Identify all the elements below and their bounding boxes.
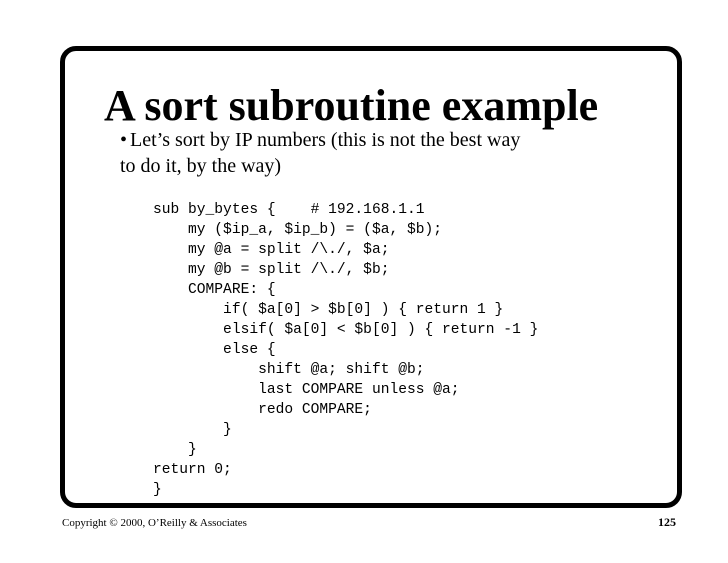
code-line: } [153,442,197,458]
code-line: shift @a; shift @b; [153,362,425,378]
footer-copyright: Copyright © 2000, O’Reilly & Associates [62,517,247,529]
code-line: my @b = split /\./, $b; [153,262,390,278]
bullet-line-1 [120,127,640,153]
code-line: } [153,422,232,438]
bullet-point [120,127,640,179]
code-line: else { [153,342,276,358]
slide-title: A sort subroutine example [104,81,599,130]
code-line: redo COMPARE; [153,402,372,418]
bullet-marker: • [120,129,128,151]
code-line: return 0; [153,462,232,478]
code-line: last COMPARE unless @a; [153,382,460,398]
page-number: 125 [658,515,676,529]
code-line: my ($ip_a, $ip_b) = ($a, $b); [153,222,443,238]
code-line: } [153,482,162,498]
code-line: if( $a[0] > $b[0] ) { return 1 } [153,302,504,318]
code-block [153,200,538,500]
bullet-text-line-1: Let’s sort by IP numbers (this is not the best way [130,129,521,151]
code-line: my @a = split /\./, $a; [153,242,390,258]
code-line: COMPARE: { [153,282,276,298]
code-line: elsif( $a[0] < $b[0] ) { return -1 } [153,322,539,338]
bullet-line-2: to do it, by the way) [120,155,282,177]
code-line: sub by_bytes { # 192.168.1.1 [153,202,425,218]
